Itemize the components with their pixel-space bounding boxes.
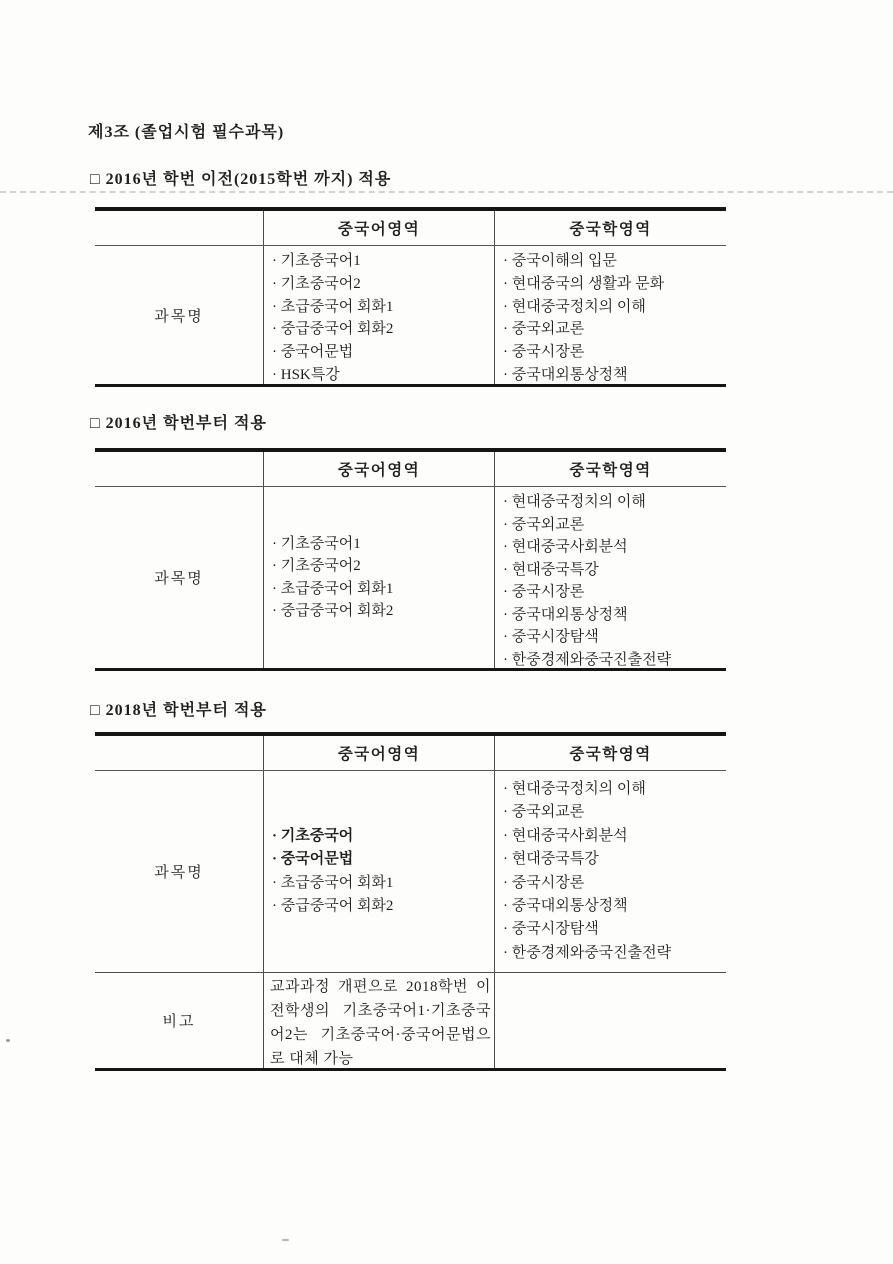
course-item: · 중국어문법 xyxy=(272,344,354,361)
course-item: · 중국시장론 xyxy=(503,344,585,361)
course-item: · 초급중국어 회화1 xyxy=(272,580,394,597)
course-item: · 중국어문법 xyxy=(272,851,354,868)
course-item: · 현대중국사회분석 xyxy=(503,539,628,555)
row-label-subject-names: 과목명 xyxy=(154,865,204,881)
course-item: · 중국대외통상정책 xyxy=(503,898,628,915)
course-item: · 중국시장론 xyxy=(503,584,585,600)
section-heading-from-2018: □ 2018년 학번부터 적용 xyxy=(90,702,267,719)
course-item: · 중급중국어 회화2 xyxy=(272,897,394,914)
column-header-chinese-studies: 중국학영역 xyxy=(494,211,726,246)
course-item: · 현대중국특강 xyxy=(503,851,599,868)
column-header-chinese-studies: 중국학영역 xyxy=(494,736,726,771)
column-header-chinese-language: 중국어영역 xyxy=(263,736,494,771)
remarks-text: 교과과정 개편으로 2018학번 이전학생의 기초중국어1·기초중국어2는 기초중국어·중국어문법으로 대체 가능 xyxy=(270,979,491,1067)
remarks-cell xyxy=(263,972,494,1068)
section-heading-2015-and-earlier: □ 2016년 학번 이전(2015학번 까지) 적용 xyxy=(90,171,392,188)
course-item: · 중국시장론 xyxy=(503,874,585,891)
course-list xyxy=(264,487,494,668)
chinese-studies-courses-cell xyxy=(494,487,726,668)
scan-artifact-speck xyxy=(282,1239,289,1241)
course-item: · 기초중국어 xyxy=(272,827,354,844)
scan-artifact-speck xyxy=(6,1039,10,1042)
required-subjects-table-pre-2016 xyxy=(95,207,726,387)
course-list xyxy=(264,771,494,972)
course-item: · 중국외교론 xyxy=(503,321,585,338)
course-item: · 중국시장탐색 xyxy=(503,629,599,645)
course-list xyxy=(495,246,726,391)
row-label-subject-names: 과목명 xyxy=(154,308,204,325)
course-item: · 현대중국정치의 이해 xyxy=(503,494,646,510)
course-item: · 중급중국어 회화2 xyxy=(272,603,394,619)
course-item: · 한중경제와중국진출전략 xyxy=(503,651,672,668)
course-item: · 현대중국정치의 이해 xyxy=(503,781,646,797)
course-item: · HSK특강 xyxy=(272,366,340,383)
chinese-studies-courses-cell xyxy=(494,771,726,972)
course-list xyxy=(495,771,726,969)
scan-artifact-dashed-line xyxy=(0,191,893,193)
course-item: · 현대중국특강 xyxy=(503,561,599,578)
course-list xyxy=(495,487,726,675)
course-item: · 현대중국사회분석 xyxy=(503,827,628,844)
course-item: · 중국대외통상정책 xyxy=(503,366,628,383)
section-heading-from-2016: □ 2016년 학번부터 적용 xyxy=(90,415,267,432)
required-subjects-table-2016 xyxy=(95,448,726,671)
chinese-language-courses-cell xyxy=(263,246,494,384)
course-item: · 현대중국의 생활과 문화 xyxy=(503,275,665,292)
course-item: · 초급중국어 회화1 xyxy=(272,298,394,315)
table-corner-cell xyxy=(95,211,263,246)
row-label-subject-names: 과목명 xyxy=(154,571,204,587)
course-item: · 한중경제와중국진출전략 xyxy=(503,944,672,961)
course-item: · 중급중국어 회화2 xyxy=(272,321,394,338)
column-header-chinese-language: 중국어영역 xyxy=(263,211,494,246)
chinese-language-courses-cell xyxy=(263,487,494,668)
chinese-language-courses-cell xyxy=(263,771,494,972)
course-item: · 중국대외통상정책 xyxy=(503,606,628,623)
course-item: · 초급중국어 회화1 xyxy=(272,874,394,891)
chinese-studies-courses-cell xyxy=(494,246,726,384)
course-item: · 기초중국어2 xyxy=(272,558,361,574)
course-item: · 기초중국어1 xyxy=(272,535,361,552)
course-item: · 중국시장탐색 xyxy=(503,921,599,938)
course-item: · 기초중국어1 xyxy=(272,253,361,269)
row-label-remarks: 비고 xyxy=(95,972,263,1068)
course-item: · 중국외교론 xyxy=(503,804,585,821)
column-header-chinese-studies: 중국학영역 xyxy=(494,452,726,487)
course-item: · 기초중국어2 xyxy=(272,275,361,292)
table-corner-cell xyxy=(95,452,263,487)
document-title: 제3조 (졸업시험 필수과목) xyxy=(88,124,285,141)
course-item: · 중국외교론 xyxy=(503,516,585,533)
table-corner-cell xyxy=(95,736,263,771)
column-header-chinese-language: 중국어영역 xyxy=(263,452,494,487)
course-item: · 현대중국정치의 이해 xyxy=(503,298,646,315)
remarks-empty-cell xyxy=(494,972,726,1068)
required-subjects-table-2018 xyxy=(95,732,726,1071)
course-item: · 중국이해의 입문 xyxy=(503,253,617,269)
course-list xyxy=(264,246,494,391)
